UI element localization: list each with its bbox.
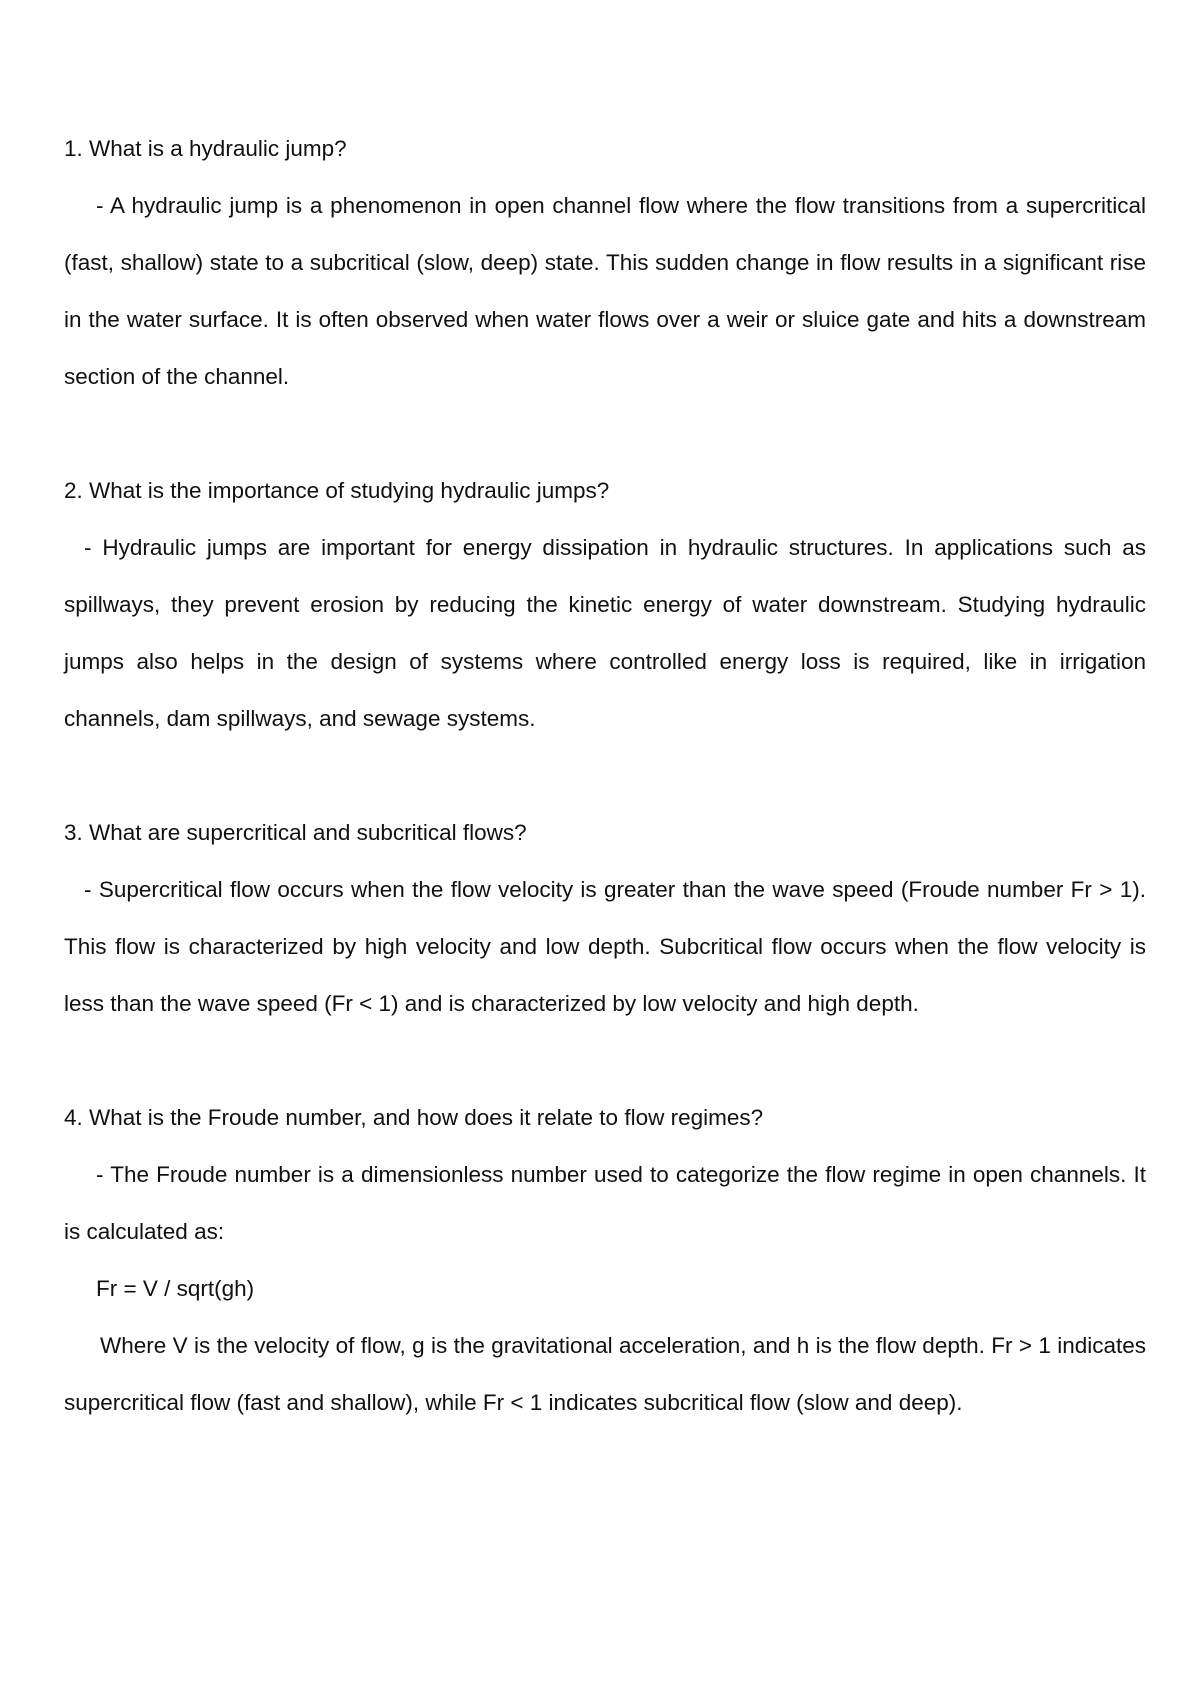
section-gap: [64, 747, 1146, 804]
qa-section-3: [64, 804, 1146, 1032]
formula-explanation: Where V is the velocity of flow, g is the gravitational acceleration, and h is the flow depth. Fr > 1 indicates supercritical flow (fast and shallow), while Fr < 1 indicates subcritical flow (slow and deep).: [64, 1333, 1146, 1415]
answer-2: - Hydraulic jumps are important for energy dissipation in hydraulic structures. In applications such as spillways, they prevent erosion by reducing the kinetic energy of water downstream. Studying hydraulic jumps also helps in the design of systems where controlled energy loss is required, like in irrigation channels, dam spillways, and sewage systems.: [64, 535, 1146, 731]
question-4: 4. What is the Froude number, and how does it relate to flow regimes?: [64, 1105, 764, 1130]
answer-4: - The Froude number is a dimensionless number used to categorize the flow regime in open channels. It is calculated as:: [64, 1162, 1146, 1244]
question-3: 3. What are supercritical and subcritical flows?: [64, 820, 527, 845]
section-gap: [64, 405, 1146, 462]
section-gap: [64, 1032, 1146, 1089]
qa-section-2: [64, 462, 1146, 747]
document-body: [64, 120, 1146, 1431]
qa-section-4: [64, 1089, 1146, 1431]
question-1: 1. What is a hydraulic jump?: [64, 136, 347, 161]
question-2: 2. What is the importance of studying hydraulic jumps?: [64, 478, 610, 503]
froude-formula: Fr = V / sqrt(gh): [96, 1276, 255, 1301]
answer-1: - A hydraulic jump is a phenomenon in open channel flow where the flow transitions from a supercritical (fast, shallow) state to a subcritical (slow, deep) state. This sudden change in flow results in a significant rise in the water surface. It is often observed when water flows over a weir or sluice gate and hits a downstream section of the channel.: [64, 193, 1146, 389]
answer-3: - Supercritical flow occurs when the flow velocity is greater than the wave speed (Froude number Fr > 1). This flow is characterized by high velocity and low depth. Subcritical flow occurs when the flow velocity is less than the wave speed (Fr < 1) and is characterized by low velocity and high depth.: [64, 877, 1146, 1016]
qa-section-1: [64, 120, 1146, 405]
